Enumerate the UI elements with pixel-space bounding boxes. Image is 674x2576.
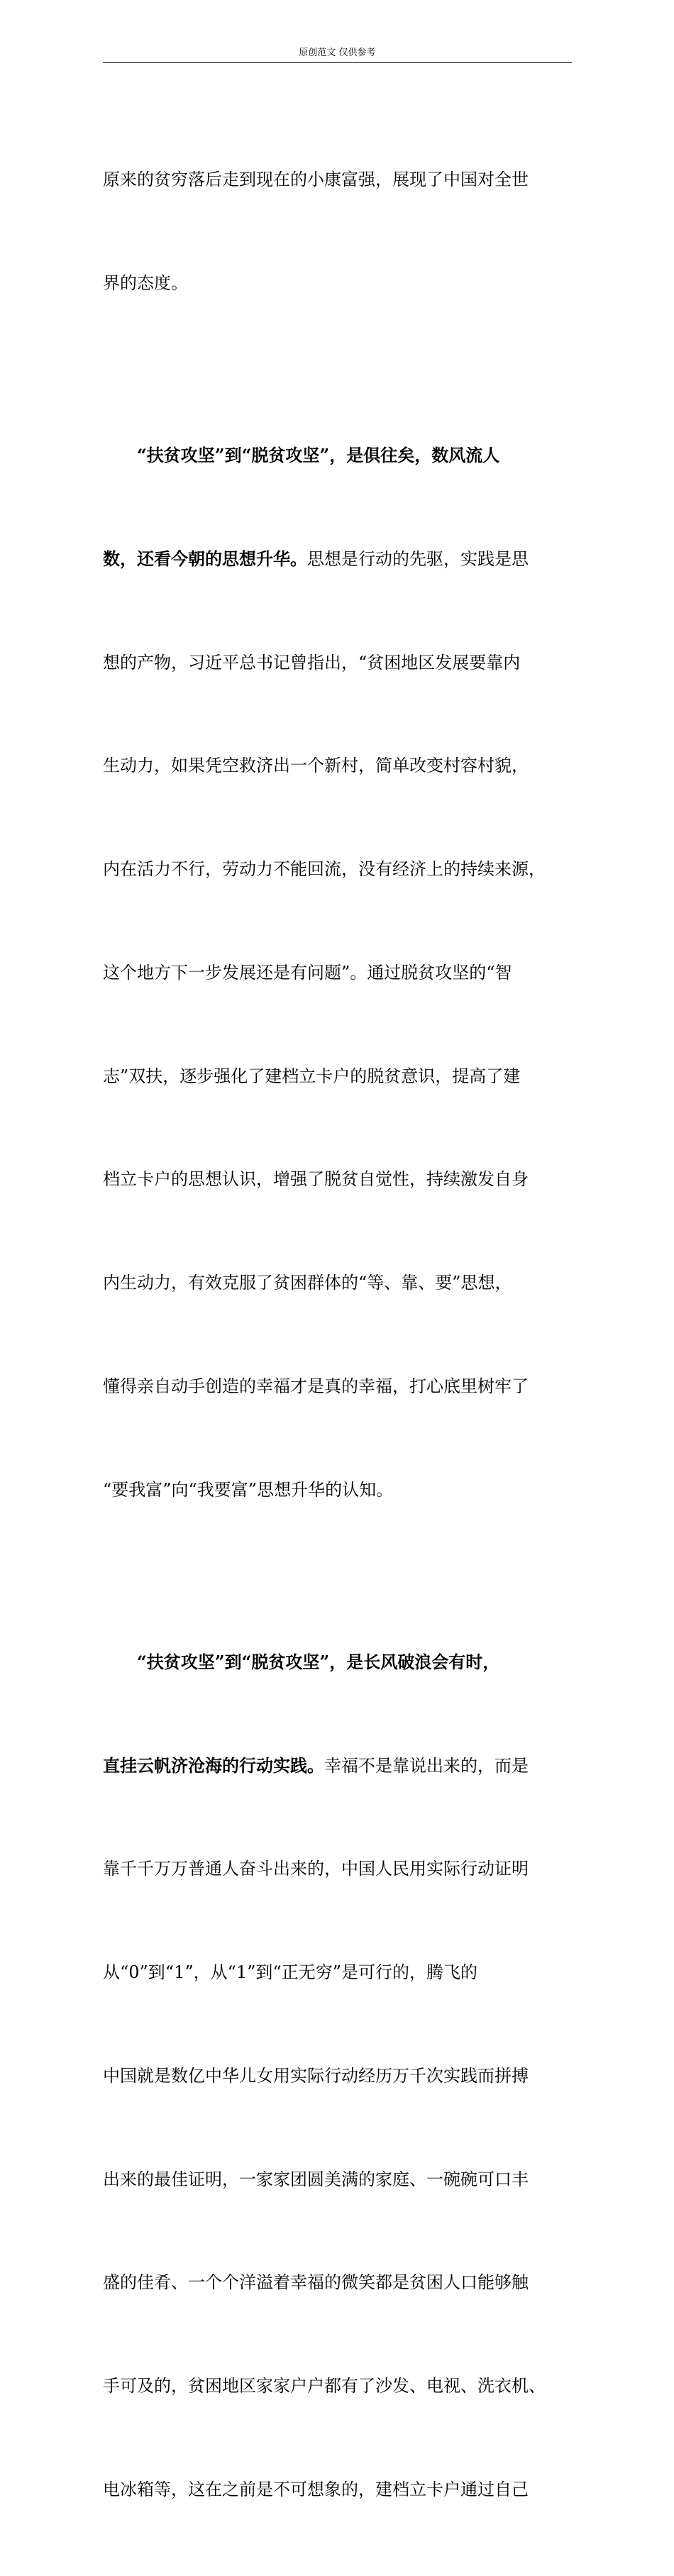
page-header xyxy=(103,47,572,63)
text-line: 想的产物，习近平总书记曾指出，“贫困地区发展要靠内 xyxy=(103,652,521,673)
bold-heading-text: “扶贫攻坚”到“脱贫攻坚”，是长风破浪会有时， xyxy=(137,1651,500,1672)
text-line: 懂得亲自动手创造的幸福才是真的幸福，打心底里树牢了 xyxy=(103,1376,529,1396)
text-line: “要我富”向“我要富”思想升华的认知。 xyxy=(103,1479,394,1500)
text-line: 直挂云帆济沧海的行动实践。幸福不是靠说出来的，而是 xyxy=(103,1754,529,1776)
text-line: 中国就是数亿中华儿女用实际行动经历万千次实践而拼搏 xyxy=(103,2065,529,2086)
text-line: 内生动力，有效克服了贫困群体的“等、靠、要”思想， xyxy=(103,1273,512,1293)
text-line: 手可及的，贫困地区家家户户都有了沙发、电视、洗衣机、 xyxy=(103,2376,546,2397)
text-line: 界的态度。 xyxy=(103,272,188,293)
paragraph-3 xyxy=(103,1576,572,2576)
document-body xyxy=(103,94,572,2576)
text-line: 数，还看今朝的思想升华。思想是行动的先驱，实践是思 xyxy=(103,548,529,569)
text-line: 靠千千万万普通人奋斗出来的，中国人民用实际行动证明 xyxy=(103,1859,529,1879)
text-line: 出来的最佳证明，一家家团圆美满的家庭、一碗碗可口丰 xyxy=(103,2169,529,2189)
text-line: 这个地方下一步发展还是有问题”。通过脱贫攻坚的“智 xyxy=(103,962,512,983)
text-line: 盛的佳肴、一个个洋溢着幸福的微笑都是贫困人口能够触 xyxy=(103,2272,529,2293)
paragraph-2 xyxy=(103,370,572,1576)
text-line: 生动力，如果凭空救济出一个新村，简单改变村容村貌， xyxy=(103,756,529,776)
paragraph-1 xyxy=(103,94,572,370)
text-line: 志”双扶，逐步强化了建档立卡户的脱贫意识，提高了建 xyxy=(103,1066,521,1086)
text-line xyxy=(103,1645,572,1680)
text-line: 原来的贫穷落后走到现在的小康富强，展现了中国对全世 xyxy=(103,170,529,190)
text-line xyxy=(103,438,572,473)
bold-heading-text: 直挂云帆济沧海的行动实践。 xyxy=(103,1754,324,1776)
text-line: 档立卡户的思想认识，增强了脱贫自觉性，持续激发自身 xyxy=(103,1169,529,1190)
text-line: 内在活力不行，劳动力不能回流，没有经济上的持续来源， xyxy=(103,859,546,880)
header-text: 原创范文 仅供参考 xyxy=(299,48,376,58)
text-line: 电冰箱等，这在之前是不可想象的，建档立卡户通过自己 xyxy=(103,2479,529,2499)
bold-heading-text: “扶贫攻坚”到“脱贫攻坚”，是俱往矣，数风流人 xyxy=(137,444,500,465)
text-line: 从“0”到“1”，从“1”到“正无穷”是可行的，腾飞的 xyxy=(103,1962,477,1983)
bold-heading-text: 数，还看今朝的思想升华。 xyxy=(103,548,307,569)
